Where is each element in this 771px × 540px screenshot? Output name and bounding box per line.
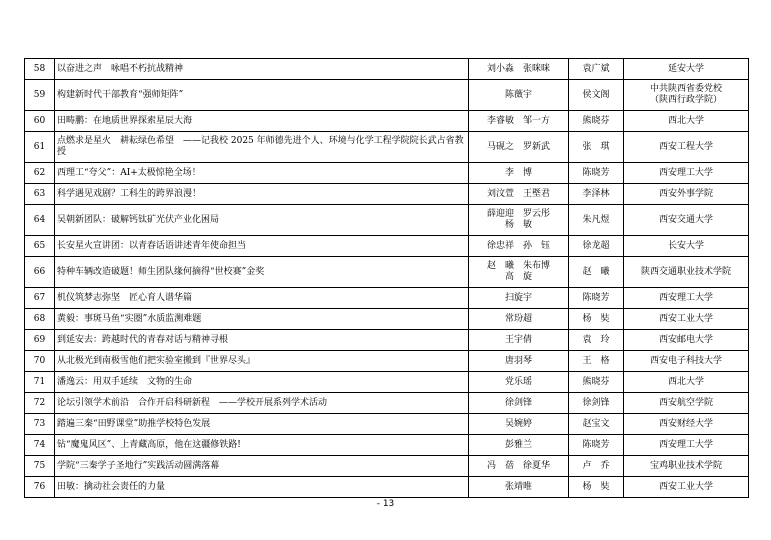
- organization-line: 西安工程大学: [658, 141, 713, 152]
- article-title: 吴朝新团队：破解钙钛矿光伏产业化困局: [55, 205, 469, 236]
- authors-cell: [469, 163, 569, 184]
- authors-cell: [469, 414, 569, 435]
- table-row: [25, 309, 749, 330]
- authors-cell: [469, 111, 569, 132]
- organization-line: 陕西交通职业技术学院: [640, 266, 731, 277]
- organization-line: 西安理工大学: [658, 292, 713, 303]
- author-line: 常玢超: [504, 313, 532, 324]
- row-number: 74: [25, 435, 55, 456]
- organization-cell: [624, 257, 749, 288]
- author-line: 李 博: [504, 167, 532, 178]
- article-title: 构建新时代干部教育“强师矩阵”: [55, 80, 469, 111]
- organization-line: 长安大学: [667, 240, 704, 251]
- table-row: [25, 414, 749, 435]
- organization-line: 西安外事学院: [658, 188, 713, 199]
- table-row: [25, 80, 749, 111]
- organization-cell: [624, 372, 749, 393]
- organization-cell: [624, 414, 749, 435]
- award-list-table: [24, 58, 749, 498]
- article-title: 点燃求是星火 耕耘绿色希望 ——记我校 2025 年师德先进个人、环境与化学工程学院院长武占省教授: [55, 132, 469, 163]
- organization-line: 西北大学: [667, 376, 704, 387]
- author-line: 赵 曦 朱布博: [486, 261, 550, 271]
- author-line: 扫旋宇: [504, 292, 532, 303]
- row-number: 72: [25, 393, 55, 414]
- author-line: 薛迎迎 罗云彤: [486, 209, 550, 219]
- authors-cell: [469, 132, 569, 163]
- advisor-cell: 赵 曦: [569, 257, 624, 288]
- row-number: 58: [25, 59, 55, 80]
- article-title: 科学遇见戏剧？工科生的跨界浪漫！: [55, 184, 469, 205]
- row-number: 71: [25, 372, 55, 393]
- article-title: 踏遍三秦“田野课堂”助推学校特色发展: [55, 414, 469, 435]
- advisor-cell: 陈晓芳: [569, 288, 624, 309]
- table-row: [25, 288, 749, 309]
- advisor-cell: 徐龙超: [569, 236, 624, 257]
- article-title: 机仪筑梦志弥坚 匠心育人谱华篇: [55, 288, 469, 309]
- organization-cell: [624, 205, 749, 236]
- organization-cell: [624, 111, 749, 132]
- organization-line: 西安理工大学: [658, 439, 713, 450]
- organization-cell: [624, 351, 749, 372]
- organization-cell: [624, 132, 749, 163]
- table-row: [25, 456, 749, 477]
- row-number: 68: [25, 309, 55, 330]
- author-line: 李睿敏 邹一方: [486, 115, 550, 126]
- row-number: 59: [25, 80, 55, 111]
- page-number: - 13: [376, 499, 395, 509]
- row-number: 67: [25, 288, 55, 309]
- table-row: [25, 163, 749, 184]
- article-title: 到延安去：跨越时代的青春对话与精神寻根: [55, 330, 469, 351]
- table-row: [25, 257, 749, 288]
- row-number: 76: [25, 477, 55, 498]
- authors-cell: [469, 288, 569, 309]
- organization-cell: [624, 59, 749, 80]
- article-title: 特种车辆改造破题！师生团队缘何摘得“世校赛”金奖: [55, 257, 469, 288]
- authors-cell: [469, 309, 569, 330]
- row-number: 65: [25, 236, 55, 257]
- authors-cell: [469, 477, 569, 498]
- author-line: 高 旋: [504, 272, 532, 282]
- table-row: [25, 132, 749, 163]
- authors-cell: [469, 435, 569, 456]
- authors-cell: [469, 184, 569, 205]
- article-title: 田敏：擒动社会责任的力量: [55, 477, 469, 498]
- row-number: 73: [25, 414, 55, 435]
- advisor-cell: 杨 奘: [569, 477, 624, 498]
- article-title: 田畴鹏：在地质世界探索星辰大海: [55, 111, 469, 132]
- table-row: [25, 393, 749, 414]
- advisor-cell: 杨 奘: [569, 309, 624, 330]
- article-title: 钻“魔鬼风区”、上青藏高原，他在这疆修铁路!: [55, 435, 469, 456]
- article-title: 从北极光到南极雪他们把实验室搬到『世界尽头』: [55, 351, 469, 372]
- advisor-cell: 李泽林: [569, 184, 624, 205]
- authors-cell: [469, 372, 569, 393]
- authors-cell: [469, 393, 569, 414]
- row-number: 64: [25, 205, 55, 236]
- advisor-cell: 熊晓芬: [569, 372, 624, 393]
- author-line: 刘汶萱 王塈君: [486, 188, 550, 199]
- table-row: [25, 330, 749, 351]
- advisor-cell: 熊晓芬: [569, 111, 624, 132]
- organization-line: 西安工业大学: [658, 481, 713, 492]
- author-line: 杨 敏: [504, 220, 532, 230]
- authors-cell: [469, 456, 569, 477]
- article-title: 西理工“夸父”：AI+太极惊艳全场！: [55, 163, 469, 184]
- article-title: 学院“三秦学子圣地行”实践活动圆满落幕: [55, 456, 469, 477]
- organization-cell: [624, 163, 749, 184]
- table-row: [25, 184, 749, 205]
- organization-cell: [624, 393, 749, 414]
- author-line: 唐羽琴: [504, 355, 532, 366]
- author-line: 马砚之 罗新武: [486, 141, 550, 152]
- authors-cell: [469, 59, 569, 80]
- authors-cell: [469, 351, 569, 372]
- authors-cell: [469, 236, 569, 257]
- author-line: 刘小淼 张咪咪: [486, 63, 550, 74]
- authors-cell: [469, 257, 569, 288]
- author-line: 吴婉婷: [504, 418, 532, 429]
- authors-cell: [469, 80, 569, 111]
- organization-cell: [624, 435, 749, 456]
- advisor-cell: 陈晓芳: [569, 163, 624, 184]
- row-number: 69: [25, 330, 55, 351]
- author-line: 张靖唯: [504, 481, 532, 492]
- advisor-cell: 张 琪: [569, 132, 624, 163]
- article-title: 以奋进之声 咏唱不朽抗战精神: [55, 59, 469, 80]
- organization-line: 西安交通大学: [658, 214, 713, 225]
- organization-line: （陕西行政学院）: [649, 95, 722, 105]
- organization-cell: [624, 477, 749, 498]
- organization-cell: [624, 288, 749, 309]
- advisor-cell: 陈晓芳: [569, 435, 624, 456]
- advisor-cell: 侯文阁: [569, 80, 624, 111]
- advisor-cell: 袁 玲: [569, 330, 624, 351]
- table-row: [25, 372, 749, 393]
- organization-line: 延安大学: [667, 63, 704, 74]
- table-row: [25, 205, 749, 236]
- author-line: 王宇倩: [504, 334, 532, 345]
- author-line: 陈薇宇: [504, 89, 532, 100]
- authors-cell: [469, 205, 569, 236]
- table-body: [25, 59, 749, 498]
- organization-cell: [624, 184, 749, 205]
- row-number: 60: [25, 111, 55, 132]
- organization-line: 西安航空学院: [658, 397, 713, 408]
- authors-cell: [469, 330, 569, 351]
- organization-cell: [624, 456, 749, 477]
- article-title: 长安星火宣讲团：以青春话语讲述青年使命担当: [55, 236, 469, 257]
- article-title: 潘逸云：用双手延续 文物的生命: [55, 372, 469, 393]
- organization-line: 西安邮电大学: [658, 334, 713, 345]
- organization-line: 西安工业大学: [658, 313, 713, 324]
- advisor-cell: 王 格: [569, 351, 624, 372]
- organization-line: 西安理工大学: [658, 167, 713, 178]
- organization-cell: [624, 330, 749, 351]
- table-row: [25, 435, 749, 456]
- row-number: 62: [25, 163, 55, 184]
- author-line: 徐忠祥 孙 钰: [486, 240, 550, 251]
- organization-cell: [624, 236, 749, 257]
- row-number: 75: [25, 456, 55, 477]
- row-number: 61: [25, 132, 55, 163]
- author-line: 徐剑锋: [504, 397, 532, 408]
- table-row: [25, 236, 749, 257]
- organization-cell: [624, 309, 749, 330]
- row-number: 66: [25, 257, 55, 288]
- advisor-cell: 卢 乔: [569, 456, 624, 477]
- organization-line: 西安电子科技大学: [649, 355, 722, 366]
- advisor-cell: 袁广斌: [569, 59, 624, 80]
- row-number: 70: [25, 351, 55, 372]
- table-row: [25, 59, 749, 80]
- author-line: 党乐瑶: [504, 376, 532, 387]
- organization-cell: [624, 80, 749, 111]
- organization-line: 中共陕西省委党校: [649, 84, 722, 94]
- organization-line: 西安财经大学: [658, 418, 713, 429]
- author-line: 彭雅兰: [504, 439, 532, 450]
- table-row: [25, 111, 749, 132]
- advisor-cell: 徐剑锋: [569, 393, 624, 414]
- author-line: 冯 蓓 徐夏华: [486, 460, 550, 471]
- article-title: 黄毅：事斑马鱼“实圈”水质监测难题: [55, 309, 469, 330]
- advisor-cell: 朱凡煜: [569, 205, 624, 236]
- advisor-cell: 赵宝文: [569, 414, 624, 435]
- row-number: 63: [25, 184, 55, 205]
- organization-line: 宝鸡职业技术学院: [649, 460, 722, 471]
- table-row: [25, 351, 749, 372]
- article-title: 论坛引领学术前沿 合作开启科研新程 ——学校开展系列学术活动: [55, 393, 469, 414]
- organization-line: 西北大学: [667, 115, 704, 126]
- table-row: [25, 477, 749, 498]
